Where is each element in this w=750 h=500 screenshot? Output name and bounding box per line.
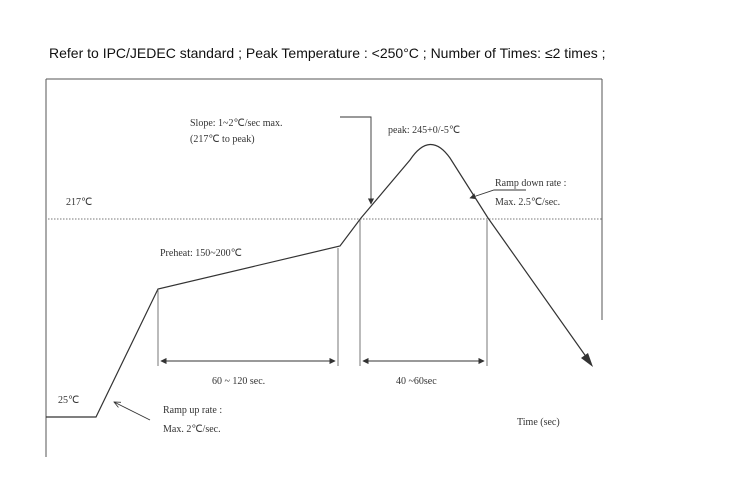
slope-leader-line xyxy=(340,117,371,204)
preheat-time-label: 60 ~ 120 sec. xyxy=(212,376,266,387)
ramp-down-line1: Ramp down rate : xyxy=(495,178,567,189)
ramp-down-line2: Max. 2.5℃/sec. xyxy=(495,197,561,208)
slope-note-line2: (217℃ to peak) xyxy=(190,134,255,145)
time-axis-label: Time (sec) xyxy=(517,417,560,428)
label-25c: 25℃ xyxy=(58,395,80,406)
ramp-up-leader-line xyxy=(114,402,150,420)
profile-end-arrowhead xyxy=(581,353,593,367)
standard-note: Refer to IPC/JEDEC standard ; Peak Temperature : <250°C ; Number of Times: ≤2 times ; xyxy=(49,45,606,61)
slope-note-line1: Slope: 1~2℃/sec max. xyxy=(190,118,283,129)
ramp-up-line1: Ramp up rate : xyxy=(163,405,223,416)
reflow-time-label: 40 ~60sec xyxy=(396,376,437,387)
peak-label: peak: 245+0/-5℃ xyxy=(388,125,461,136)
label-217c: 217℃ xyxy=(66,197,93,208)
preheat-label: Preheat: 150~200℃ xyxy=(160,248,242,259)
ramp-up-line2: Max. 2℃/sec. xyxy=(163,424,221,435)
